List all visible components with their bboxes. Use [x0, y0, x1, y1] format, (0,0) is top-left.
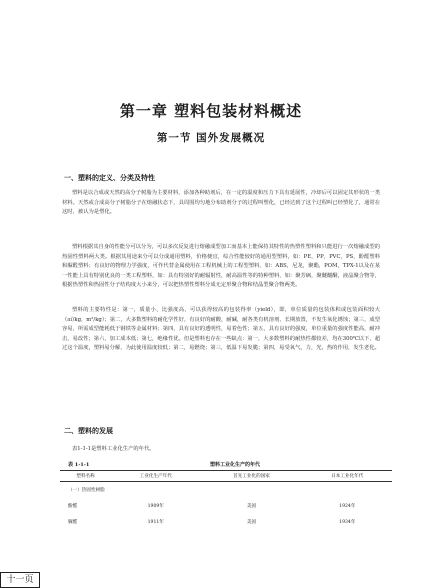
table-cell: 脲醛 [68, 520, 78, 525]
paragraph-properties: 塑料的主要特性是：第一，质量小，比强度高，可以获得较高的包装得率（yield），即，单位质量的包装体积或包装面积较大（㎡/kg，m²/kg）；第二，大多数塑料的耐化学性好，有良好的耐酸，耐碱，耐各类有机溶剂，长期放置，不发生氧化锈蚀；第三，成型容易，所需成型能耗低于钢铁等金属材料；第四，具有良好的透明性，易着色性；第五，具有良好的强度，单位重量的强度性能高，耐冲击，易改性；第六，加工成本低；第七，绝缘性优。但是塑料也存在一些缺点：第一，大多数塑料的耐热性都较差，均在300℃以下，超过这个温度，塑料易分解，为此使用温度较低；第二，易燃烧；第三，低温下易发脆；第四，易受氧气，力，光，热的作用，发生老化。 [62, 307, 380, 352]
paragraph-classification: 塑料根据其自身的性能分可以分为，可以多次反复进行熔融成型加工而基本上能保持其特性的热塑性塑料和只能进行一次熔融成型的热固性塑料两大类。根据其用途来分可以分成通用塑料，价格便宜，综合性能较好的通用型塑料，如：PE，PP，PVC，PS，酚醛塑料和脲醛塑料；有良好的物理力学强度，可作代替金属使用在工程机械上的工程型塑料，如：ABS，尼龙，聚酯，POM，TPX-1以及在某一性能上具有特别优良的一类工程塑料，如：具有特别好的耐辐射性，耐高温性等的特种塑料，如：聚芳砜，聚醚醚酮，液晶聚合物等，根据热塑性和热固性分子结构度大小来分，可以把热塑性塑料分成无定形聚合物和结晶型聚合物两类。 [62, 244, 380, 289]
table-cell: 1911年 [147, 520, 164, 525]
section-title: 第一节 国外发展概况 [156, 132, 266, 144]
subsection-heading-definition: 一、塑料的定义、分类及特性 [64, 174, 155, 182]
column-header-industrial-year: 工业化生产年代 [111, 471, 200, 482]
table-intro-text: 表1-1-1是塑料工业化生产的年代。 [72, 446, 155, 452]
document-page [10, 6, 412, 572]
table-cell: 美国 [246, 520, 257, 525]
subsection-heading-development: 二、塑料的发展 [64, 427, 113, 435]
table-row [60, 514, 392, 530]
column-header-plastic-name: 塑料名称 [60, 471, 111, 482]
chapter-title: 第一章 塑料包装材料概述 [119, 102, 303, 120]
table-header-row [60, 471, 392, 482]
table-group-label: （一）热固性树脂 [68, 488, 105, 493]
table-cell: 酚醛 [68, 504, 78, 509]
production-year-table-block [60, 460, 392, 530]
page-number-label: 十一页 [0, 572, 40, 588]
column-header-first-country: 首先工业化的国家 [200, 471, 302, 482]
table-label: 表 1-1-1 [68, 462, 90, 468]
table-row [60, 498, 392, 514]
paragraph-definition: 塑料是以合成或天然的高分子树脂为主要材料，添加各种助剂后，在一定的温度和压力下具有延展性，冷却后可以固定其形状的一类材料。天然或合成高分子树脂分子在熔融状态下，具周围均匀地分布助剂分子的过程叫塑化，已经达到了这个过程叫已经塑化了，通常在这时，被认为是塑化。 [62, 190, 380, 216]
table-cell: 1924年 [339, 504, 356, 509]
table-cell: 1934年 [339, 520, 356, 525]
table-group-row [60, 482, 392, 499]
table-cell: 美国 [246, 504, 257, 509]
column-header-japan-year: 日本工业化年代 [303, 471, 392, 482]
table-header-line [60, 460, 392, 470]
production-year-table [60, 470, 392, 530]
table-cell: 1909年 [147, 504, 164, 509]
table-title: 塑料工业化生产的年代 [210, 462, 261, 468]
